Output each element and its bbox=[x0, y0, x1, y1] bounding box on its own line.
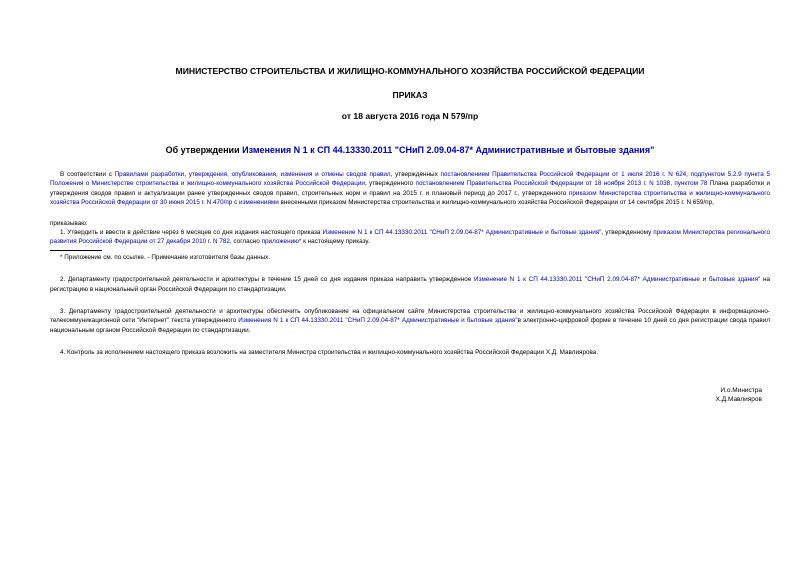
item-3-text-1: 3. Департаменту градостроительной деятельности и архитектуры обеспечить опубликование на официальном сайте Министерства строительства и жилищно-коммунального хозяйства Российской Федерации в информационно-телекоммуникационной сети "Интернет" текста утвержденного bbox=[50, 308, 770, 325]
signature-name: Х.Д.Мавлияров bbox=[715, 395, 762, 403]
order-word: приказываю: bbox=[50, 219, 88, 227]
item-2 bbox=[50, 275, 770, 294]
link-amendment-item-1[interactable]: Изменение N 1 к СП 44.13330.2011 "СНиП 2.09.04-87* Административные и бытовые здания" bbox=[322, 229, 602, 237]
link-regulation-clause[interactable]: подпунктом 5.2.9 пункта 5 Положения о Министерстве строительства и жилищно-коммунального хозяйства Российской Федерации bbox=[50, 171, 770, 188]
preamble-text-4: , утвержденного bbox=[364, 180, 416, 188]
footnote: * Приложение см. по ссылке. - Примечание изготовителя базы данных. bbox=[60, 253, 271, 261]
item-1 bbox=[50, 228, 770, 247]
signature-block bbox=[50, 386, 770, 404]
preamble-text-5: , bbox=[670, 180, 675, 188]
item-1-text-2: , утвержденному bbox=[601, 229, 654, 237]
link-amendment-item-2[interactable]: Изменение N 1 к СП 44.13330.2011 "СНиП 2.09.04-87* Административные и бытовые здания" bbox=[474, 276, 761, 284]
doc-title-prefix: Об утверждении bbox=[165, 145, 243, 155]
item-1-text-4: * к настоящему приказу. bbox=[298, 238, 370, 246]
link-resolution-1038[interactable]: постановлением Правительства Российской Федерации от 18 ноября 2013 г. N 1038 bbox=[415, 180, 671, 188]
item-4: 4. Контроль за исполнением настоящего приказа возложить на заместителя Министра строительства и жилищно-коммунального хозяйства Российской Федерации Х.Д. Мавлиярова. bbox=[60, 349, 599, 357]
item-3 bbox=[50, 307, 770, 335]
doc-title bbox=[50, 145, 770, 156]
item-1-text-1: 1. Утвердить и ввести в действие через 6 месяцев со дня издания настоящего приказа bbox=[60, 229, 323, 237]
preamble-text-3: , bbox=[686, 171, 691, 178]
preamble-text-6: Плана разработки и утверждения сводов правил и актуализации ранее утвержденных сводов правил, строительных норм и правил на 2015 г. и плановый период до 2017 г., утвержденного bbox=[50, 180, 771, 197]
doc-date-number: от 18 августа 2016 года N 579/пр bbox=[341, 111, 479, 121]
signature-position: И.о.Министра bbox=[720, 386, 762, 394]
preamble-text-7: с bbox=[232, 199, 240, 207]
item-2-text-2: на регистрацию в национальный орган Российской Федерации по стандартизации. bbox=[50, 276, 771, 293]
doc-title-link[interactable]: Изменения N 1 к СП 44.13330.2011 "СНиП 2.09.04-87* Административные и бытовые здания" bbox=[242, 145, 655, 155]
doc-type: ПРИКАЗ bbox=[392, 90, 428, 100]
footnote-divider bbox=[50, 250, 102, 251]
preamble-text-2: , утвержденных bbox=[390, 171, 441, 178]
item-3-text-2: в электронно-цифровой форме в течение 10 дней со дня регистрации свода правил национальным органом Российской Федерации по стандартизации. bbox=[50, 317, 770, 334]
link-appendix[interactable]: приложению bbox=[261, 238, 299, 246]
link-amendments[interactable]: изменениями bbox=[239, 199, 279, 207]
item-1-text-3: , согласно bbox=[229, 238, 262, 246]
preamble-text-8: внесенными приказом Министерства строительства и жилищно-коммунального хозяйства Российской Федерации от 14 сентября 2015 г. N 659/пр, bbox=[278, 199, 714, 207]
link-clause-78[interactable]: пунктом 78 bbox=[674, 180, 708, 188]
link-order-782[interactable]: приказом Министерства регионального развития Российской Федерации от 27 декабря 2010 г. N 782 bbox=[50, 229, 770, 246]
link-order-470[interactable]: приказом Министерства строительства и жилищно-коммунального хозяйства Российской Федерации от 30 июня 2015 г. N 470/пр bbox=[50, 189, 770, 207]
preamble-text-1: В соответствии с bbox=[60, 171, 115, 178]
ministry-name: МИНИСТЕРСТВО СТРОИТЕЛЬСТВА И ЖИЛИЩНО-КОММУНАЛЬНОГО ХОЗЯЙСТВА РОССИЙСКОЙ ФЕДЕРАЦИИ bbox=[175, 66, 645, 76]
link-rules[interactable]: Правилами разработки, утверждения, опубликования, изменения и отмены сводов правил bbox=[114, 171, 391, 178]
preamble-paragraph bbox=[50, 170, 770, 208]
item-2-text-1: 2. Департаменту градостроительной деятельности и архитектуры в течение 15 дней со дня издания приказа направить утвержденное bbox=[60, 276, 475, 284]
link-amendment-item-3[interactable]: Изменения N 1 к СП 44.13330.2011 "СНиП 2.09.04-87* Административные и бытовые здания" bbox=[238, 317, 518, 325]
link-resolution-624[interactable]: постановлением Правительства Российской Федерации от 1 июля 2016 г. N 624 bbox=[440, 171, 687, 178]
